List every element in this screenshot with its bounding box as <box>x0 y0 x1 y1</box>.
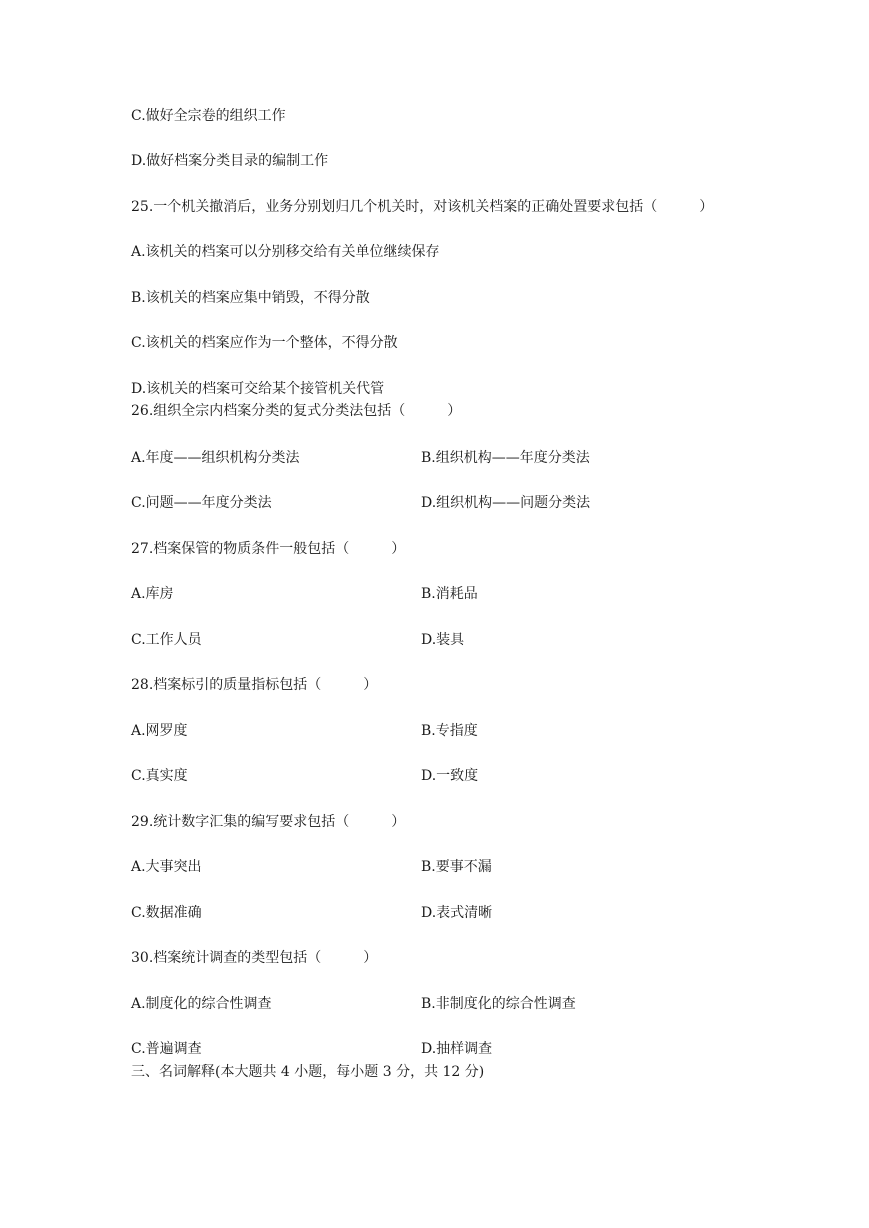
q26-stem: 26.组织全宗内档案分类的复式分类法包括（ ） <box>131 403 462 419</box>
q30-option-c: C.普遍调查 <box>131 1041 202 1057</box>
q29-option-a: A.大事突出 <box>131 859 202 875</box>
q27-option-d: D.装具 <box>421 632 465 648</box>
q26-option-a: A.年度——组织机构分类法 <box>131 450 300 466</box>
q29-stem: 29.统计数字汇集的编写要求包括（ ） <box>131 814 406 830</box>
q28-stem: 28.档案标引的质量指标包括（ ） <box>131 677 378 693</box>
q29-option-b: B.要事不漏 <box>421 859 492 875</box>
q25-option-b: B.该机关的档案应集中销毁，不得分散 <box>131 290 370 306</box>
q25-stem: 25.一个机关撤消后，业务分别划归几个机关时，对该机关档案的正确处置要求包括（ ） <box>131 199 714 215</box>
q29-option-d: D.表式清晰 <box>421 905 493 921</box>
q28-option-b: B.专指度 <box>421 723 478 739</box>
q26-option-d: D.组织机构——问题分类法 <box>421 495 591 511</box>
q25-option-d: D.该机关的档案可交给某个接管机关代管 <box>131 381 385 397</box>
q26-option-b: B.组织机构——年度分类法 <box>421 450 590 466</box>
q27-option-c: C.工作人员 <box>131 632 202 648</box>
section-3-heading: 三、名词解释(本大题共 4 小题，每小题 3 分，共 12 分) <box>131 1064 485 1080</box>
q25-option-c: C.该机关的档案应作为一个整体，不得分散 <box>131 335 398 351</box>
q30-option-b: B.非制度化的综合性调查 <box>421 996 576 1012</box>
q24-option-d: D.做好档案分类目录的编制工作 <box>131 153 329 169</box>
q30-stem: 30.档案统计调查的类型包括（ ） <box>131 950 378 966</box>
q30-option-d: D.抽样调查 <box>421 1041 493 1057</box>
q28-option-c: C.真实度 <box>131 768 188 784</box>
q27-stem: 27.档案保管的物质条件一般包括（ ） <box>131 541 406 557</box>
q24-option-c: C.做好全宗卷的组织工作 <box>131 108 286 124</box>
q25-option-a: A.该机关的档案可以分别移交给有关单位继续保存 <box>131 244 440 260</box>
q27-option-a: A.库房 <box>131 586 174 602</box>
q30-option-a: A.制度化的综合性调查 <box>131 996 272 1012</box>
q29-option-c: C.数据准确 <box>131 905 202 921</box>
q28-option-a: A.网罗度 <box>131 723 188 739</box>
q27-option-b: B.消耗品 <box>421 586 478 602</box>
q28-option-d: D.一致度 <box>421 768 479 784</box>
q26-option-c: C.问题——年度分类法 <box>131 495 272 511</box>
